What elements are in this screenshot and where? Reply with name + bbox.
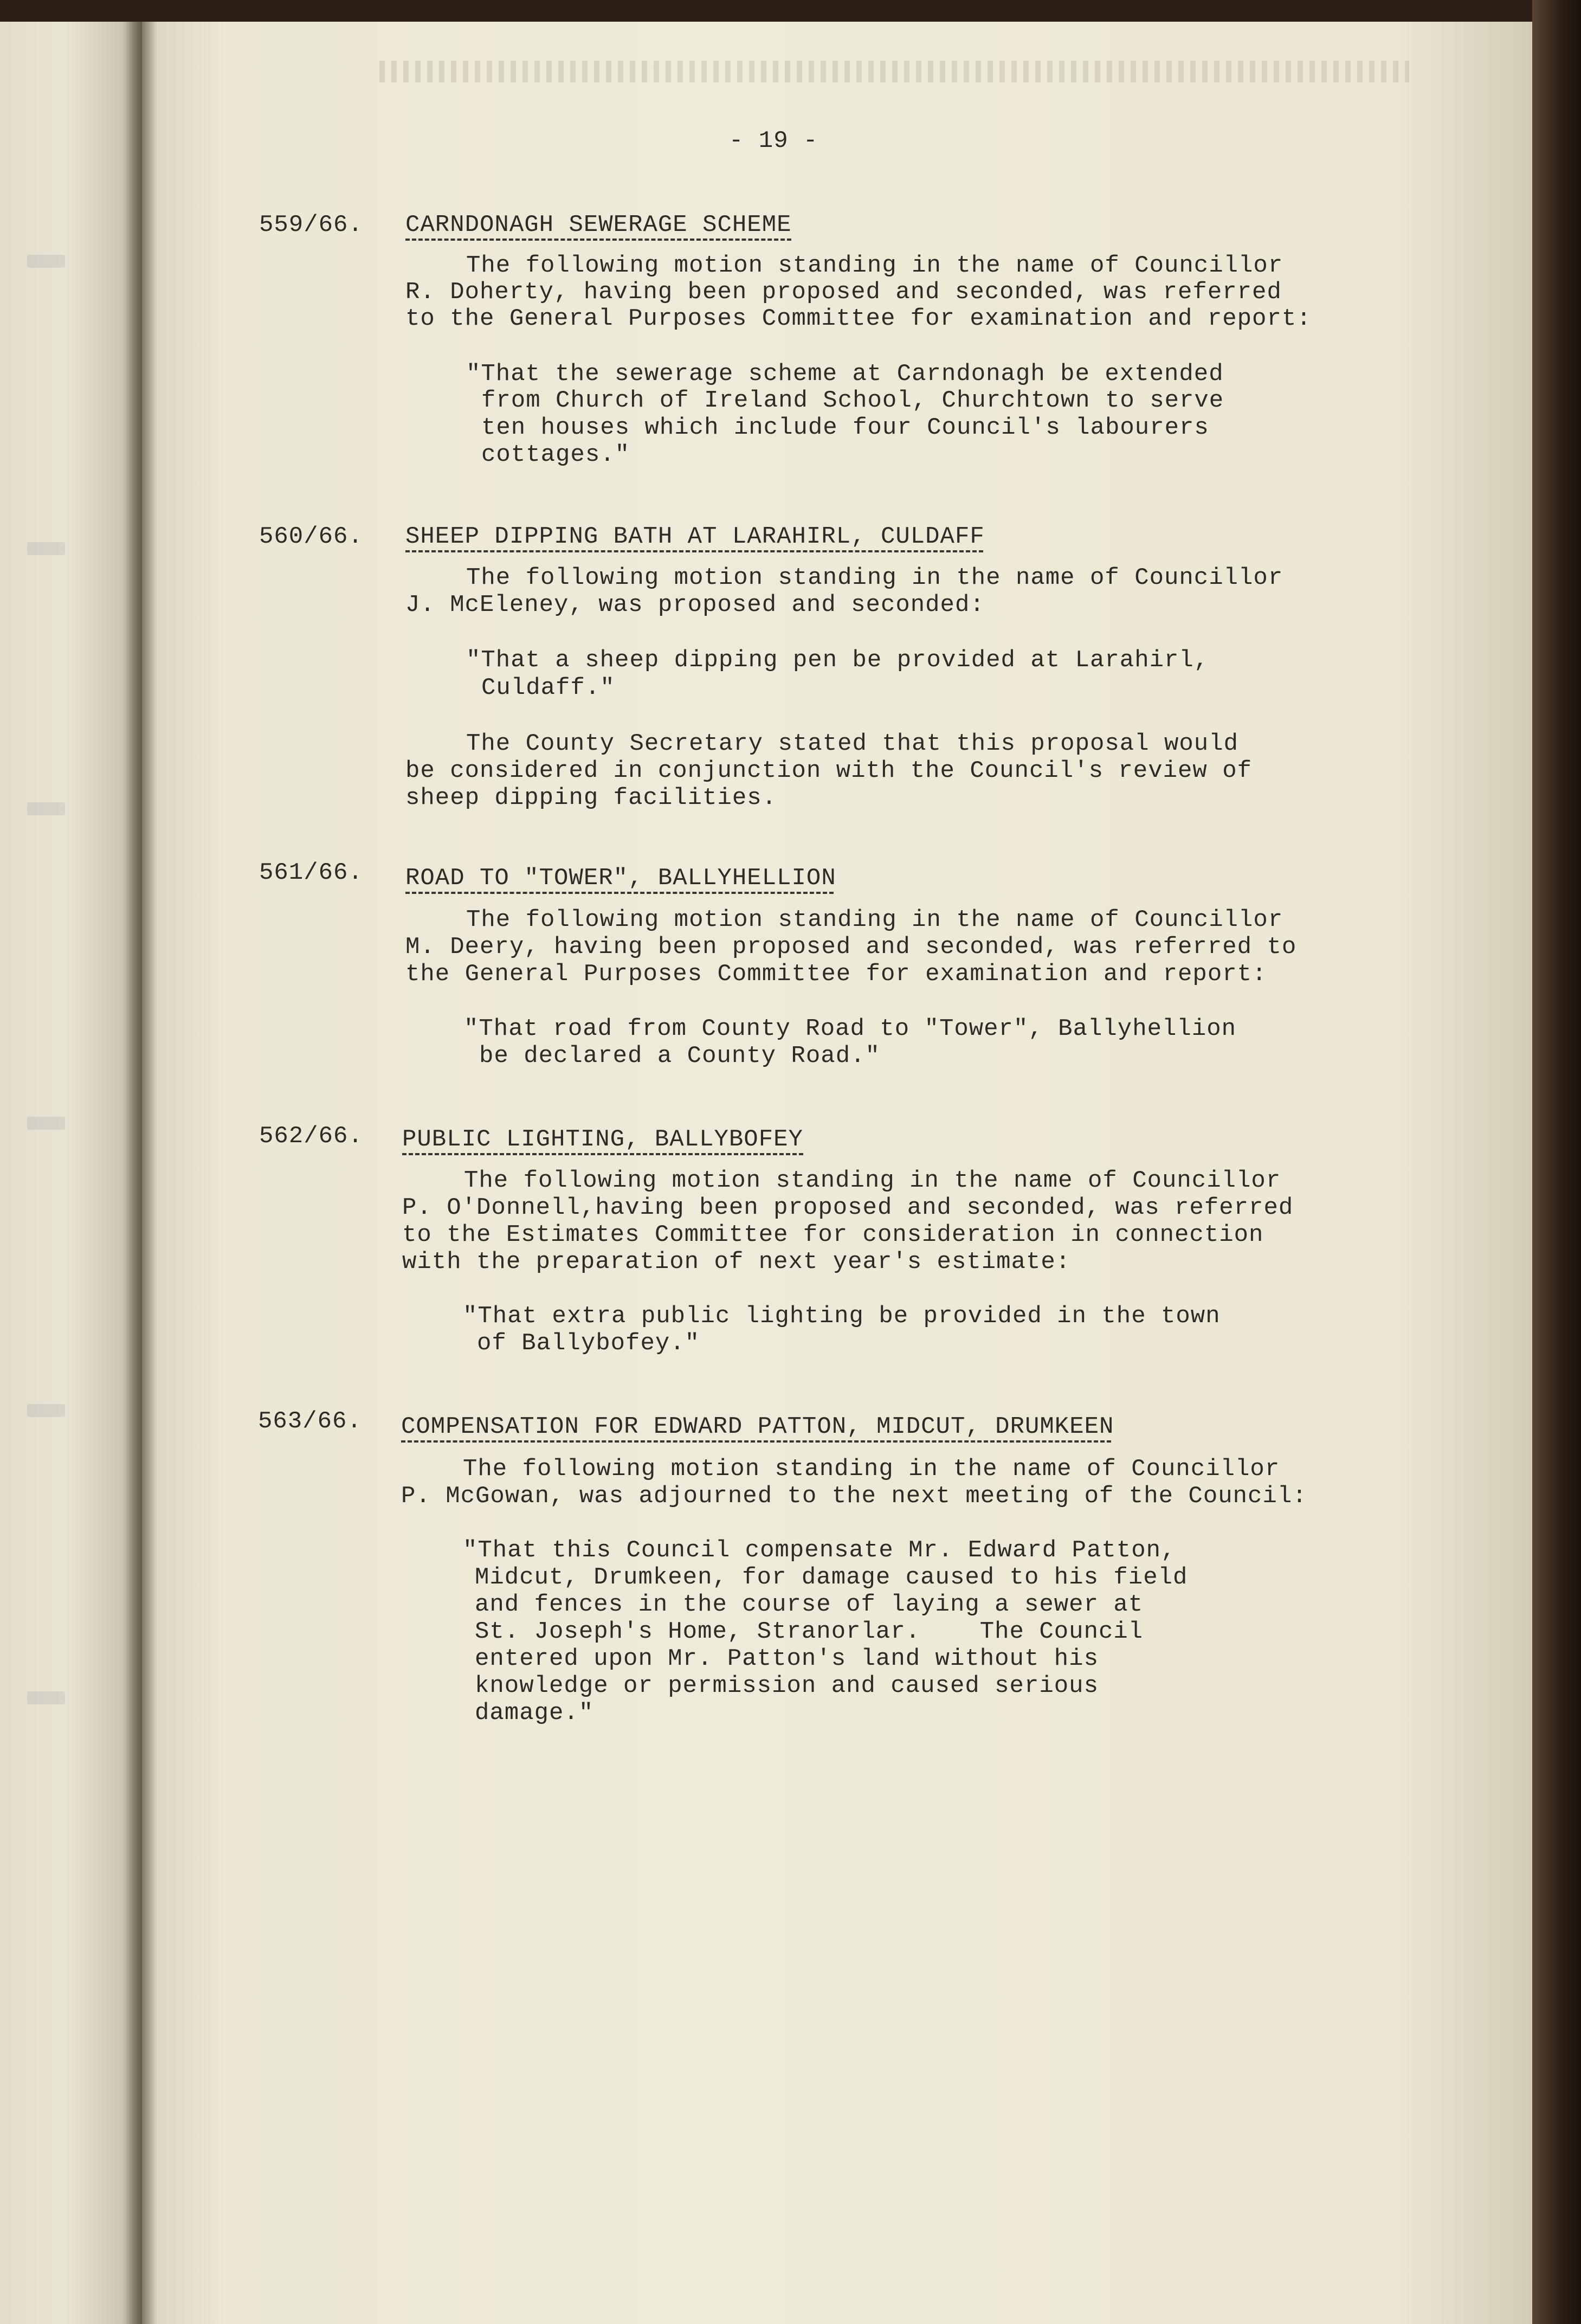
quote-line: from Church of Ireland School, Churchtown to serve	[481, 387, 1224, 414]
body-line: to the General Purposes Committee for examination and report:	[405, 305, 1312, 332]
quote-line: knowledge or permission and caused serious	[475, 1672, 1099, 1699]
minute-number: 562/66.	[259, 1123, 363, 1150]
body-line: R. Doherty, having been proposed and seconded, was referred	[405, 279, 1282, 306]
body-line: M. Deery, having been proposed and seconded, was referred to	[405, 934, 1297, 961]
page-number: - 19 -	[729, 127, 818, 154]
quote-line: of Ballybofey."	[477, 1330, 700, 1357]
quote-line: Culdaff."	[481, 674, 615, 701]
minute-heading: CARNDONAGH SEWERAGE SCHEME	[405, 211, 792, 239]
bleed-mark	[27, 1117, 65, 1130]
minute-heading: SHEEP DIPPING BATH AT LARAHIRL, CULDAFF	[405, 523, 985, 550]
book-binding-right	[1532, 0, 1581, 2324]
minute-heading: COMPENSATION FOR EDWARD PATTON, MIDCUT, DRUMKEEN	[401, 1413, 1114, 1440]
bleed-mark	[27, 542, 65, 555]
minute-number: 559/66.	[259, 211, 363, 239]
quote-line: "That extra public lighting be provided in the town	[463, 1303, 1221, 1330]
body-line: The following motion standing in the name of Councillor	[466, 906, 1283, 934]
heading-underline	[402, 1153, 803, 1155]
minute-number: 560/66.	[259, 523, 363, 550]
body-line: P. O'Donnell,having been proposed and seconded, was referred	[402, 1194, 1294, 1221]
bleed-mark	[27, 802, 65, 815]
page-gutter-shadow	[125, 22, 157, 2324]
minute-heading: PUBLIC LIGHTING, BALLYBOFEY	[402, 1126, 803, 1153]
minute-number: 563/66.	[258, 1408, 362, 1435]
body-line: to the Estimates Committee for consideration in connection	[402, 1221, 1264, 1248]
minute-number: 561/66.	[259, 859, 363, 886]
quote-line: cottages."	[481, 441, 630, 468]
body-line: The following motion standing in the name of Councillor	[463, 1456, 1280, 1483]
body-line: sheep dipping facilities.	[405, 784, 777, 812]
quote-line: St. Joseph's Home, Stranorlar. The Council	[475, 1618, 1144, 1645]
heading-underline	[405, 550, 983, 552]
facing-page	[0, 22, 142, 2324]
quote-line: "That the sewerage scheme at Carndonagh be extended	[466, 360, 1224, 388]
quote-line: "That road from County Road to "Tower", Ballyhellion	[464, 1015, 1237, 1042]
bleed-mark	[27, 1404, 65, 1417]
quote-line: "That a sheep dipping pen be provided at Larahirl,	[466, 647, 1209, 674]
heading-underline	[405, 892, 834, 894]
quote-line: and fences in the course of laying a sewer at	[475, 1591, 1144, 1618]
quote-line: entered upon Mr. Patton's land without his	[475, 1645, 1099, 1672]
body-line: The following motion standing in the name of Councillor	[466, 252, 1283, 279]
body-line: P. McGowan, was adjourned to the next meeting of the Council:	[401, 1483, 1307, 1510]
heading-underline	[401, 1440, 1111, 1443]
body-line: with the preparation of next year's estimate:	[402, 1248, 1071, 1276]
quote-line: Midcut, Drumkeen, for damage caused to his field	[475, 1564, 1188, 1591]
bleed-through-text	[379, 61, 1409, 82]
body-line: The following motion standing in the name of Councillor	[464, 1167, 1281, 1194]
quote-line: be declared a County Road."	[479, 1042, 880, 1070]
quote-line: ten houses which include four Council's labourers	[481, 414, 1209, 441]
body-line: be considered in conjunction with the Council's review of	[405, 757, 1253, 784]
bleed-mark	[27, 1691, 65, 1704]
body-line: The following motion standing in the name of Councillor	[466, 564, 1283, 591]
body-line: The County Secretary stated that this proposal would	[466, 730, 1239, 757]
body-line: J. McEleney, was proposed and seconded:	[405, 591, 985, 619]
bleed-mark	[27, 255, 65, 268]
quote-line: "That this Council compensate Mr. Edward Patton,	[463, 1537, 1176, 1564]
heading-underline	[405, 239, 791, 241]
quote-line: damage."	[475, 1699, 594, 1727]
minute-heading: ROAD TO "TOWER", BALLYHELLION	[405, 865, 836, 892]
body-line: the General Purposes Committee for examination and report:	[405, 961, 1267, 988]
